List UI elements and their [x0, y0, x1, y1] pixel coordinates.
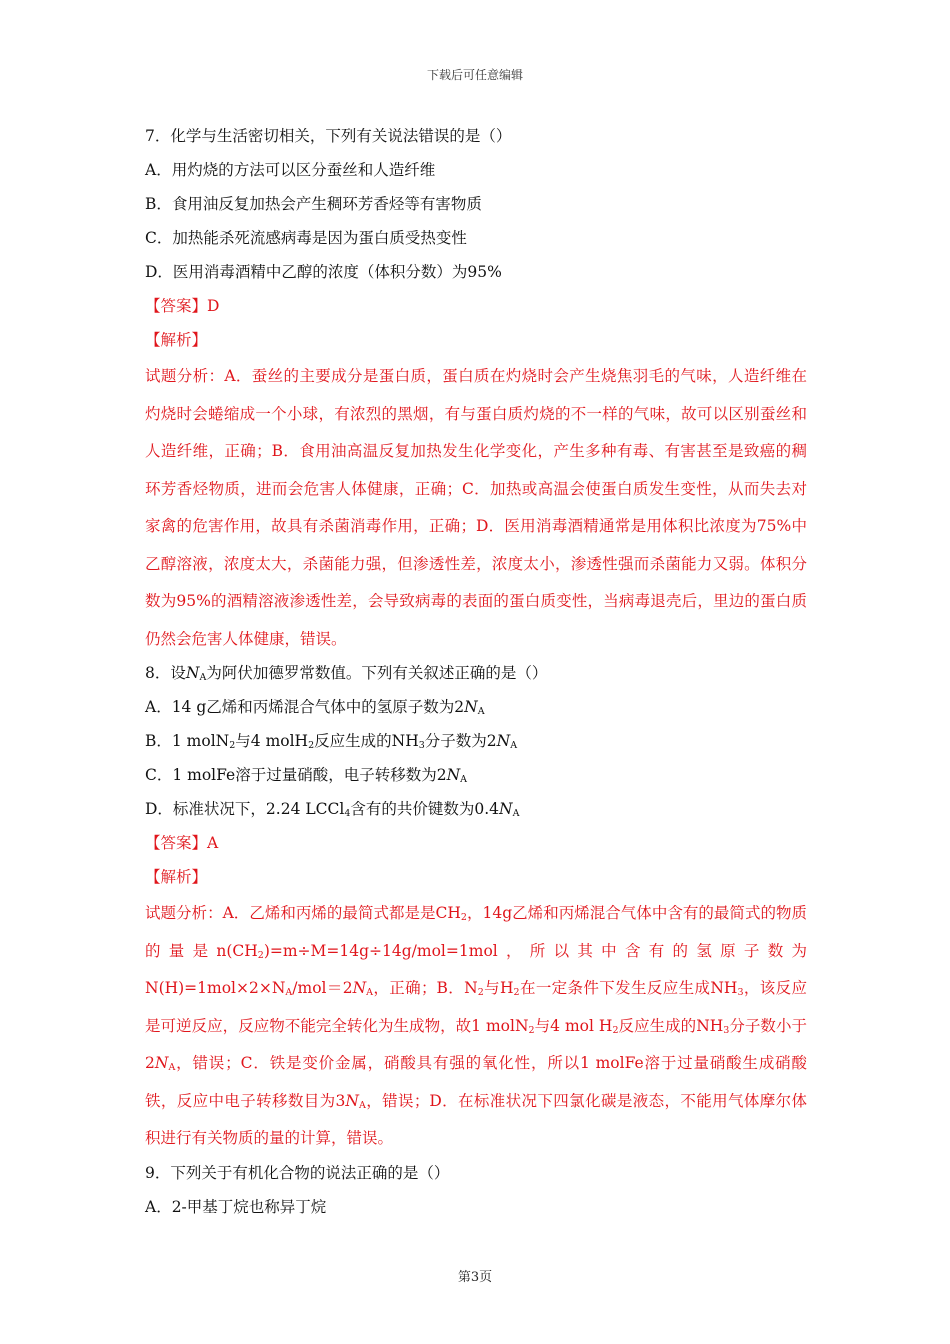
question-7-stem: 7．化学与生活密切相关，下列有关说法错误的是（）: [145, 127, 512, 145]
question-8-analysis-label: 【解析】: [145, 868, 208, 886]
question-8-option-d: D．标准状况下，2.24 LCCl$_4$含有的共价键数为$0.4N_A$: [145, 800, 520, 819]
question-7-option-d: D．医用消毒酒精中乙醇的浓度（体积分数）为95%: [145, 263, 502, 281]
question-7-option-a: A．用灼烧的方法可以区分蚕丝和人造纤维: [145, 161, 436, 179]
question-8-option-a: A．14 g乙烯和丙烯混合气体中的氢原子数为$2N_A$: [145, 698, 485, 717]
question-7-option-b: B．食用油反复加热会产生稠环芳香烃等有害物质: [145, 195, 482, 213]
question-9-option-a: A．2-甲基丁烷也称异丁烷: [145, 1197, 327, 1216]
question-8-stem: 8．设$N_A$为阿伏加德罗常数值。下列有关叙述正确的是（）: [145, 664, 548, 683]
question-8-option-b: B．1 molN$_2$与4 molH$_2$反应生成的$NH_3$分子数为$2N_A$: [145, 732, 518, 751]
question-8-analysis: 试题分析：A．乙烯和丙烯的最简式都是是$CH_2$，14g乙烯和丙烯混合气体中含有的最简式的物质的量是$n(CH_2)=m\div M=14g\div 14g/mol=1mol$，所以其中含有的氢原子数为$N(H)=1mol\times 2\times N_A/mol=2N_A$，正确；B．$N_2$与$H_2$在一定条件下发生反应生成$NH_3$，该反应是可逆反应，反应物不能完全转化为生成物，故1 molN$_2$与4 mol $H_2$反应生成的$NH_3$分子数小于$2N_A$，错误；C．铁是变价金属，硝酸具有强的氧化性，所以1 molFe溶于过量硝酸生成硝酸铁，反应中电子转移数目为$3N_A$，错误；D．在标准状况下四氯化碳是液态，不能用气体摩尔体积进行有关物质的量的计算，错误。: [145, 904, 807, 1147]
page-footer: 第3页: [457, 1270, 493, 1285]
question-7-option-c: C．加热能杀死流感病毒是因为蛋白质受热变性: [145, 229, 467, 247]
page-header: 下载后可任意编辑: [426, 68, 523, 82]
question-8-option-c: C．1 molFe溶于过量硝酸，电子转移数为$2N_A$: [145, 766, 468, 785]
question-7-analysis-label: 【解析】: [145, 331, 208, 349]
document-body: [145, 119, 807, 1224]
question-9-stem: 9．下列关于有机化合物的说法正确的是（）: [145, 1163, 450, 1182]
question-7-analysis: 试题分析：A．蚕丝的主要成分是蛋白质，蛋白质在灼烧时会产生烧焦羽毛的气味，人造纤维在灼烧时会蜷缩成一个小球，有浓烈的黑烟，有与蛋白质灼烧的不一样的气味，故可以区别蚕丝和人造纤维，正确；B．食用油高温反复加热发生化学变化，产生多种有毒、有害甚至是致癌的稠环芳香烃物质，进而会危害人体健康，正确；C．加热或高温会使蛋白质发生变性，从而失去对家禽的危害作用，故具有杀菌消毒作用，正确；D．医用消毒酒精通常是用体积比浓度为75%中乙醇溶液，浓度太大，杀菌能力强，但渗透性差，浓度太小，渗透性强而杀菌能力又弱。体积分数为95%的酒精溶液渗透性差，会导致病毒的表面的蛋白质变性，当病毒退壳后，里边的蛋白质仍然会危害人体健康，错误。: [145, 367, 807, 648]
question-7-answer: 【答案】D: [145, 297, 220, 315]
question-8-answer: 【答案】A: [145, 834, 219, 852]
